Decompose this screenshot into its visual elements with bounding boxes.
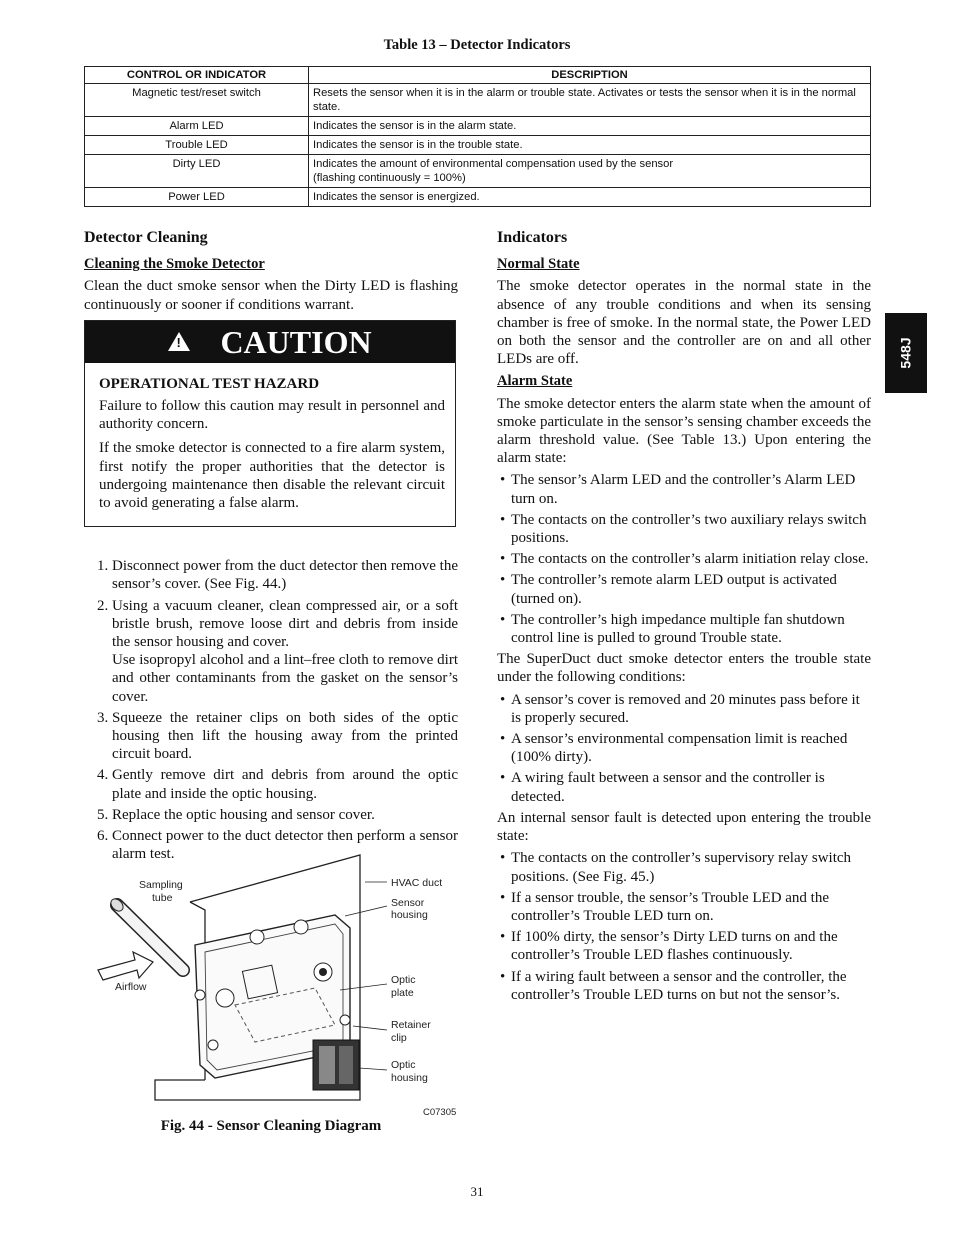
trouble-bullets: [497, 691, 871, 806]
retainer-clip-label: clip: [391, 1032, 407, 1044]
page-number: 31: [470, 1184, 484, 1199]
alarm-bullets: [497, 471, 871, 647]
table-header-row: [85, 67, 871, 84]
control-cell: Trouble LED: [85, 136, 309, 155]
list-item: • If 100% dirty, the sensor’s Dirty LED turns on and the controller’s Trouble LED flashes continuously.: [497, 928, 871, 964]
list-item: • The contacts on the controller’s two auxiliary relays switch positions.: [497, 511, 871, 547]
caution-paragraph: Failure to follow this caution may result in personnel and authority concern.: [99, 398, 445, 433]
retainer-clip-label: Retainer: [391, 1019, 431, 1031]
step-item: 3. Squeeze the retainer clips on both sides of the optic housing then lift the housing away from the printed circuit board.: [112, 709, 458, 764]
sensor-housing-label: Sensor: [391, 897, 425, 909]
list-item: • The contacts on the controller’s alarm initiation relay close.: [497, 550, 871, 568]
normal-state-paragraph: The smoke detector operates in the normal state in the absence of any trouble conditions and when its sensing chamber is free of smoke. In the normal state, the Power LED on both the sensor and the controller are on and all other LEDs are off.: [497, 278, 871, 368]
optic-plate-label: plate: [391, 987, 414, 999]
figure-caption: Fig. 44 - Sensor Cleaning Diagram: [160, 1118, 382, 1134]
airflow-arrow-icon: [98, 952, 153, 980]
hvac-duct-label: HVAC duct: [391, 877, 443, 889]
column-header: DESCRIPTION: [309, 67, 871, 84]
section-heading: Detector Cleaning: [84, 229, 208, 246]
caution-title: CAUTION: [220, 323, 372, 360]
list-item: • A sensor’s cover is removed and 20 minutes pass before it is properly secured.: [497, 691, 871, 727]
list-item: • If a wiring fault between a sensor and the controller, the controller’s Trouble LED turns on but not the sensor’s.: [497, 968, 871, 1004]
table-row: [85, 136, 871, 155]
table-row: [85, 188, 871, 207]
internal-fault-paragraph: An internal sensor fault is detected upon entering the trouble state:: [497, 809, 871, 845]
figure-code: C07305: [423, 1107, 457, 1118]
sampling-tube-label: tube: [152, 892, 173, 904]
step-item: 5. Replace the optic housing and sensor cover.: [112, 806, 458, 824]
sensor-housing-label: housing: [391, 909, 428, 921]
subsection-heading: Normal State: [497, 256, 580, 273]
description-cell: Indicates the sensor is in the alarm state.: [309, 117, 871, 136]
optic-housing-label: housing: [391, 1072, 428, 1084]
list-item: • The contacts on the controller’s supervisory relay switch positions. (See Fig. 45.): [497, 849, 871, 885]
cleaning-steps: [84, 557, 458, 863]
caution-header: [85, 321, 455, 363]
caution-paragraph: If the smoke detector is connected to a fire alarm system, first notify the proper authorities that the detector is undergoing maintenance then disable the relevant circuit to avoid generating a false alarm.: [99, 440, 445, 512]
hazard-title: OPERATIONAL TEST HAZARD: [99, 375, 320, 392]
list-item: • The controller’s remote alarm LED output is activated (turned on).: [497, 571, 871, 607]
airflow-label: Airflow: [115, 981, 147, 993]
optic-plate-label: Optic: [391, 974, 416, 986]
internal-bullets: [497, 849, 871, 1004]
table-row: [85, 117, 871, 136]
warning-triangle-icon: !: [168, 332, 190, 351]
step-item: 4. Gently remove dirt and debris from around the optic plate and inside the optic housing.: [112, 766, 458, 802]
control-cell: Magnetic test/reset switch: [85, 84, 309, 117]
side-tab: [885, 313, 927, 393]
control-cell: Dirty LED: [85, 155, 309, 188]
optic-housing: [313, 1040, 359, 1090]
subsection-heading: Alarm State: [497, 373, 573, 390]
description-cell: [309, 155, 871, 188]
sampling-tube-label: Sampling: [139, 879, 183, 891]
table-row: [85, 84, 871, 117]
sensor-cleaning-diagram: [95, 850, 460, 1120]
column-header: CONTROL OR INDICATOR: [85, 67, 309, 84]
caution-box: [84, 320, 456, 527]
list-item: • The sensor’s Alarm LED and the controller’s Alarm LED turn on.: [497, 471, 871, 507]
description-cell: Indicates the sensor is energized.: [309, 188, 871, 207]
model-label: 548J: [898, 337, 914, 369]
description-cell: Indicates the sensor is in the trouble state.: [309, 136, 871, 155]
description-line: Indicates the amount of environmental compensation used by the sensor: [313, 158, 674, 170]
trouble-state-paragraph: The SuperDuct duct smoke detector enters the trouble state under the following conditions:: [497, 651, 871, 686]
step-text: Using a vacuum cleaner, clean compressed air, or a soft bristle brush, remove loose dirt and debris from inside the sensor housing and cover.: [112, 597, 458, 651]
subsection-heading: Cleaning the Smoke Detector: [84, 256, 265, 273]
control-cell: Alarm LED: [85, 117, 309, 136]
description-cell: Resets the sensor when it is in the alarm or trouble state. Activates or tests the sensor when it is in the normal state.: [309, 84, 871, 117]
table-row: [85, 155, 871, 188]
step-item: [112, 597, 458, 706]
list-item: • The controller’s high impedance multiple fan shutdown control line is pulled to ground Trouble state.: [497, 611, 871, 647]
step-item: 6. Connect power to the duct detector then perform a sensor alarm test.: [112, 827, 458, 863]
step-extra: Use isopropyl alcohol and a lint–free cloth to remove dirt and other contaminants from the gasket on the sensor’s cover.: [112, 652, 458, 705]
section-heading: Indicators: [497, 229, 568, 246]
optic-housing-label: Optic: [391, 1059, 416, 1071]
right-column: [497, 229, 871, 1007]
intro-paragraph: Clean the duct smoke sensor when the Dirty LED is flashing continuously or sooner if conditions warrant.: [84, 278, 458, 313]
detector-indicators-table: [84, 66, 871, 207]
control-cell: Power LED: [85, 188, 309, 207]
description-line: (flashing continuously = 100%): [313, 172, 466, 184]
caution-body: [85, 363, 455, 526]
list-item: • A sensor’s environmental compensation limit is reached (100% dirty).: [497, 730, 871, 766]
list-item: • If a sensor trouble, the sensor’s Trouble LED and the controller’s Trouble LED turn on.: [497, 889, 871, 925]
left-column: [84, 229, 458, 866]
step-item: 1. Disconnect power from the duct detector then remove the sensor’s cover. (See Fig. 44.): [112, 557, 458, 593]
table-title: Table 13 – Detector Indicators: [383, 37, 571, 53]
alarm-state-paragraph: The smoke detector enters the alarm state when the amount of smoke particulate in the sensor’s sensing chamber exceeds the alarm threshold value. (See Table 13.) Upon entering the alarm state:: [497, 395, 871, 467]
list-item: • A wiring fault between a sensor and the controller is detected.: [497, 769, 871, 805]
